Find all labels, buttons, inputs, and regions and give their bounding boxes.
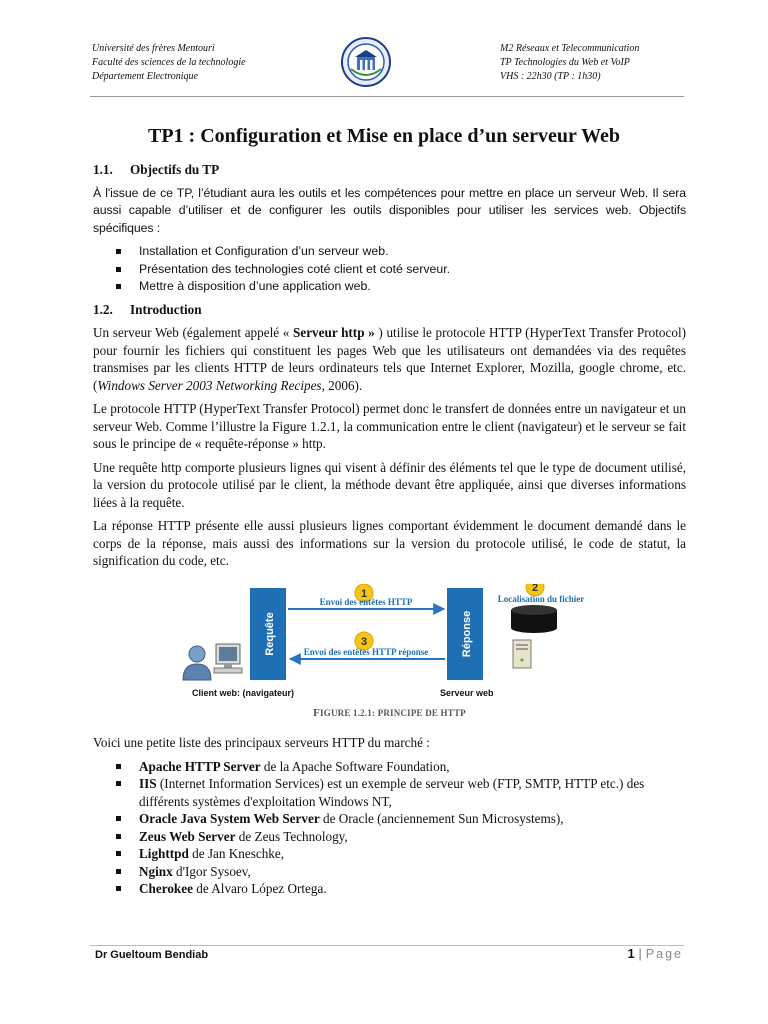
document-body — [93, 161, 686, 903]
bullet-icon — [116, 886, 121, 891]
bullet-icon — [116, 764, 121, 769]
header-department: Département Electronique — [92, 71, 198, 82]
step-2-number: 2 — [531, 583, 539, 594]
objectifs-list — [93, 243, 686, 296]
section-heading-introduction — [93, 301, 686, 319]
bullet-icon — [116, 834, 121, 839]
list-item — [116, 828, 686, 846]
header-hours: VHS : 22h30 (TP : 1h30) — [500, 71, 601, 82]
database-icon — [511, 605, 557, 633]
client-label: Client web: (navigateur) — [192, 687, 295, 698]
list-item-text: Présentation des technologies coté client et coté serveur. — [139, 261, 451, 276]
list-item-text: Installation et Configuration d’un serveur web. — [139, 244, 389, 258]
bullet-icon — [116, 249, 121, 254]
header-module: TP Technologies du Web et VoIP — [500, 57, 630, 68]
text-run: Un serveur Web (également appelé « — [93, 325, 293, 340]
section-number: 1.1. — [93, 162, 113, 177]
list-item — [116, 845, 686, 863]
list-item — [116, 758, 686, 776]
server-name: IIS — [139, 776, 157, 791]
server-desc: de Jan Kneschke, — [188, 846, 285, 861]
caption-initial: F — [313, 706, 321, 719]
intro-paragraph-2: Le protocole HTTP (HyperText Transfer Protocol) permet donc le transfert de données entre un navigateur et un serveur Web. Comme l’illustre la Figure 1.2.1, la communication entre le client (navigateur) et le serveur se fait sous le principe de « requête-réponse » http. — [93, 401, 686, 451]
list-item — [116, 810, 686, 828]
servers-list — [93, 758, 686, 898]
list-item — [116, 261, 686, 279]
page-title: TP1 : Configuration et Mise en place d’un serveur Web — [147, 125, 621, 147]
server-name: Zeus Web Server — [139, 828, 236, 844]
step-3-number: 3 — [360, 635, 368, 648]
text-run-bold: Serveur http » — [293, 325, 375, 340]
server-name: Apache HTTP Server — [139, 758, 261, 774]
section-heading-objectifs — [93, 161, 686, 179]
page-word: Page — [645, 947, 683, 961]
header-course — [500, 42, 639, 84]
figure-caption — [93, 705, 686, 723]
header-divider — [90, 96, 684, 97]
footer-divider — [90, 945, 684, 946]
client-user-icon — [183, 646, 211, 680]
server-icon — [513, 640, 531, 668]
server-desc: (Internet Information Services) est un exemple de serveur web (FTP, SMTP, HTTP etc.) des différents systèmes d'exploitation Windows NT, — [139, 776, 645, 809]
server-name: Lighttpd — [139, 846, 189, 861]
header-program: M2 Réseaux et Telecommunication — [500, 43, 640, 54]
text-run: , 2006). — [321, 377, 363, 393]
step-3-label: Envoi des entêtes HTTP réponse — [303, 646, 429, 657]
section-title: Introduction — [130, 301, 202, 317]
server-desc: de la Apache Software Foundation, — [260, 758, 450, 774]
caption-text: IGURE 1.2.1: PRINCIPE DE HTTP — [320, 707, 466, 718]
text-run: ) utilise le protocole HTTP (HyperText Transfer Protocol) pour fournir les fichiers qui constituent les pages Web que les utilisateurs ont demandées via des requêtes transmises par les clients HTTP de leurs ordinateurs tels que Internet Explorer, Mozilla, google chrome, etc. ( — [93, 325, 687, 393]
server-desc: de Alvaro López Ortega. — [192, 881, 327, 896]
university-logo-icon — [341, 37, 391, 87]
list-item-text: Mettre à disposition d’une application web. — [139, 279, 371, 293]
list-item — [116, 863, 686, 881]
header-institution — [92, 42, 246, 84]
computer-icon — [214, 644, 242, 673]
objectifs-paragraph: À l'issue de ce TP, l’étudiant aura les outils et les compétences pour mettre en place un serveur Web. Il sera aussi capable d’utiliser et de configurer les outils disponibles pour utiliser les services web. Objectifs spécifiques : — [93, 185, 686, 235]
list-item — [116, 243, 686, 261]
bullet-icon — [116, 851, 121, 856]
server-name: Oracle Java System Web Server — [139, 811, 320, 826]
server-desc: de Oracle (anciennement Sun Microsystems), — [319, 811, 564, 826]
section-title: Objectifs du TP — [130, 162, 220, 177]
step-1-label: Envoi des entêtes HTTP — [319, 596, 413, 607]
section-number: 1.2. — [93, 301, 113, 317]
servers-intro: Voici une petite liste des principaux serveurs HTTP du marché : — [93, 735, 430, 750]
footer-author: Dr Gueltoum Bendiab — [95, 949, 209, 961]
bullet-icon — [116, 284, 121, 289]
bullet-icon — [116, 869, 121, 874]
requete-label: Requête — [264, 611, 276, 656]
step-2-label: Localisation du fichier — [497, 593, 585, 604]
intro-paragraph-4: La réponse HTTP présente elle aussi plusieurs lignes comportant évidemment le document demandé dans le corps de la réponse, mais aussi des informations sur la version du protocole utilisé, le code de statut, la signification du code, etc. — [93, 518, 686, 568]
citation-title: Windows Server 2003 Networking Recipes — [97, 377, 322, 393]
page-number: 1 — [627, 947, 635, 961]
server-desc: de Zeus Technology, — [235, 828, 348, 844]
footer-pagination — [628, 947, 683, 961]
bullet-icon — [116, 267, 121, 272]
intro-paragraph-3: Une requête http comporte plusieurs lignes qui visent à définir des éléments tel que le type de document utilisé, la version du protocole utilisé par le client, la méthode devant être appliquée, ainsi que diverses informations liées à la requête. — [93, 459, 686, 510]
header-university: Université des frères Mentouri — [92, 43, 215, 54]
intro-paragraph-1 — [93, 324, 686, 394]
header-faculty: Faculté des sciences de la technologie — [92, 57, 246, 68]
server-name: Cherokee — [139, 881, 193, 896]
server-label: Serveur web — [440, 687, 494, 698]
page-separator: | — [638, 947, 642, 961]
server-name: Nginx — [139, 863, 173, 879]
http-diagram — [180, 584, 600, 701]
http-principle-figure — [180, 584, 600, 701]
list-item — [116, 775, 686, 810]
server-desc: d'Igor Sysoev, — [172, 863, 251, 879]
reponse-label: Réponse — [461, 610, 473, 657]
bullet-icon — [116, 816, 121, 821]
list-item — [116, 880, 686, 898]
bullet-icon — [116, 781, 121, 786]
step-1-number: 1 — [360, 587, 368, 600]
list-item — [116, 278, 686, 296]
